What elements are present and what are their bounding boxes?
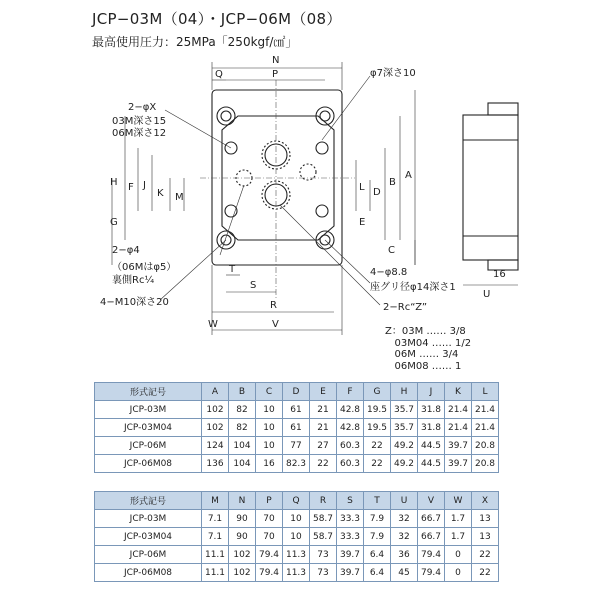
table-row: JCP-06M08 11.1 102 79.4 11.3 73 39.7 6.4 45 79.4 0 22 — [95, 564, 499, 582]
table-row: JCP-06M 124 104 10 77 27 60.3 22 49.2 44.5 39.7 20.8 — [95, 437, 499, 455]
mount-hole-2 — [316, 142, 328, 154]
dim-t: T — [229, 264, 236, 275]
callout-2-phi-x: 2−φX — [128, 102, 157, 113]
dim-c: C — [388, 245, 395, 256]
callout-x-depth-03m: 03M深さ15 — [112, 116, 167, 127]
callout-x-depth-06m: 06M深さ12 — [112, 128, 167, 139]
max-pressure-label: 最高使用圧力：25MPa「250kgf/㎠」 — [92, 35, 298, 49]
dim-a: A — [405, 170, 412, 181]
callout-2-phi-4: 2−φ4 — [112, 245, 140, 256]
table-header-row: 形式記号 A B C D E F G H J K L — [95, 383, 499, 401]
dim-l: L — [359, 182, 365, 193]
table-row: JCP-03M04 102 82 10 61 21 42.8 19.5 35.7 31.8 21.4 21.4 — [95, 419, 499, 437]
z-size-list — [385, 326, 471, 372]
dim-f: F — [128, 182, 134, 193]
dim-g: G — [110, 217, 118, 228]
dim-j: J — [143, 180, 146, 191]
table-row: JCP-03M04 7.1 90 70 10 58.7 33.3 7.9 32 66.7 1.7 13 — [95, 528, 499, 546]
table-row: JCP-03M 7.1 90 70 10 58.7 33.3 7.9 32 66.7 1.7 13 — [95, 510, 499, 528]
table-row: JCP-06M 11.1 102 79.4 11.3 73 39.7 6.4 36 79.4 0 22 — [95, 546, 499, 564]
table-header-row: 形式記号 M N P Q R S T U V W X — [95, 492, 499, 510]
dim-v: V — [272, 319, 279, 330]
callout-counterbore: 座グリ径φ14深さ1 — [370, 282, 456, 293]
table-row: JCP-03M 102 82 10 61 21 42.8 19.5 35.7 31.8 21.4 21.4 — [95, 401, 499, 419]
callout-m10: 4−M10深さ20 — [100, 297, 169, 308]
dim-q: Q — [215, 69, 223, 80]
dim-b: B — [389, 177, 396, 188]
dim-p: P — [272, 69, 279, 80]
z-row: 06M08 ‥‥‥ 1 — [394, 360, 462, 372]
dim-d: D — [373, 187, 381, 198]
callout-phi7: φ7深さ10 — [370, 68, 416, 79]
dim-n: N — [272, 55, 280, 66]
dim-h: H — [110, 177, 118, 188]
callout-phi88: 4−φ8.8 — [370, 267, 408, 278]
port-dashed-2 — [300, 164, 316, 180]
side-view — [463, 103, 518, 270]
dim-k: K — [157, 188, 164, 199]
callout-rc-z: 2−Rc“Z” — [383, 302, 428, 313]
spec-table-2 — [94, 491, 499, 582]
dim-r: R — [270, 300, 277, 311]
z-row: Z：03M ‥‥‥ 3/8 — [385, 326, 466, 337]
callout-back-side: 裏側Rc¼ — [112, 275, 155, 286]
table-row: JCP-06M08 136 104 16 82.3 22 60.3 22 49.2 44.5 39.7 20.8 — [95, 455, 499, 473]
spec-table-1 — [94, 382, 499, 473]
dim-s: S — [250, 280, 257, 291]
dim-m: M — [175, 192, 184, 203]
page-title: JCP−03M（04）・JCP−06M（08） — [92, 10, 342, 28]
z-row: 06M ‥‥‥ 3/4 — [394, 349, 459, 360]
dim-16: 16 — [493, 269, 506, 280]
z-row: 03M04 ‥‥‥ 1/2 — [394, 337, 472, 349]
mount-hole-4 — [316, 205, 328, 217]
bolt-hole-tl — [217, 107, 235, 125]
callout-phi4-note: （06Mはφ5） — [112, 262, 177, 273]
dim-w: W — [208, 319, 218, 330]
dim-u: U — [483, 289, 491, 300]
dim-e: E — [359, 217, 366, 228]
